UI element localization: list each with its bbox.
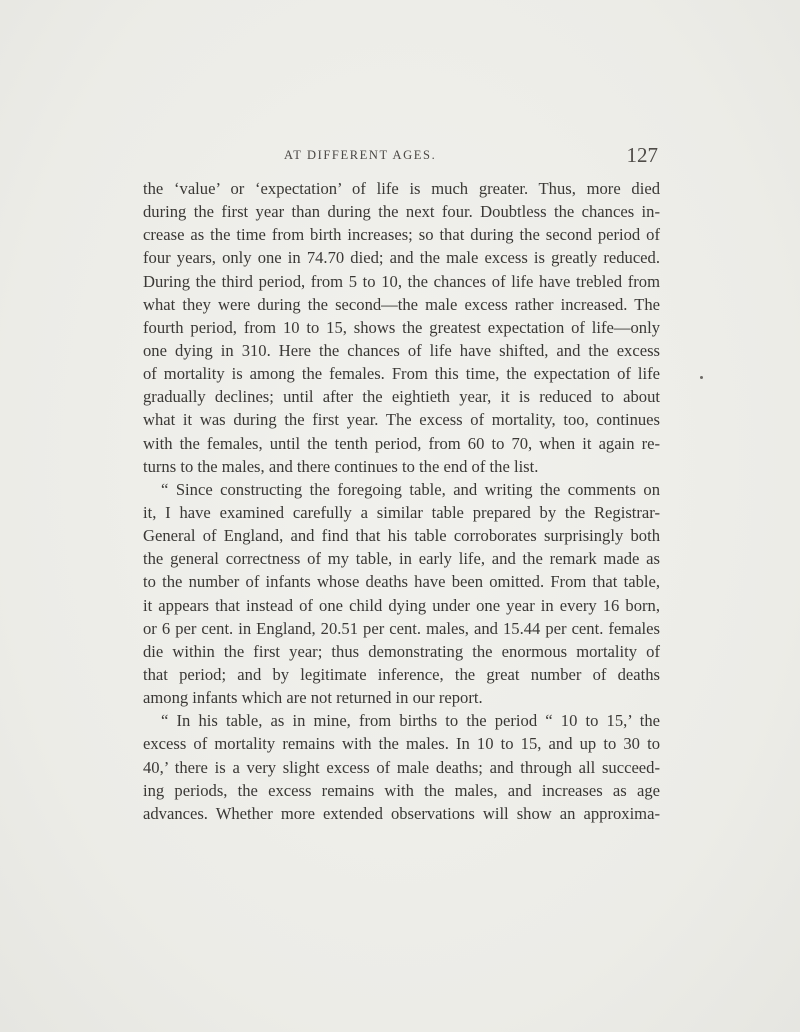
text-line: crease as the time from birth increases; so that during the second period of bbox=[143, 225, 660, 245]
text-line: advances. Whether more extended observations will show an approxima- bbox=[143, 803, 660, 823]
text-line: General of England, and find that his table corroborates surprisingly both bbox=[143, 526, 660, 546]
text-line: or 6 per cent. in England, 20.51 per cent. males, and 15.44 per cent. females bbox=[143, 618, 660, 638]
text-line: with the females, until the tenth period, from 60 to 70, when it again re- bbox=[143, 433, 660, 453]
running-title: AT DIFFERENT AGES. bbox=[284, 148, 437, 162]
text-line: 40,’ there is a very slight excess of male deaths; and through all succeed- bbox=[143, 757, 660, 777]
text-line: what it was during the first year. The excess of mortality, too, continues bbox=[143, 410, 660, 430]
text-line: that period; and by legitimate inference, the great number of deaths bbox=[143, 664, 660, 684]
text-line: to the number of infants whose deaths have been omitted. From that table, bbox=[143, 572, 660, 592]
text-line: of mortality is among the females. From this time, the expectation of life bbox=[143, 364, 660, 384]
text-line: excess of mortality remains with the males. In 10 to 15, and up to 30 to bbox=[143, 734, 660, 754]
text-line: fourth period, from 10 to 15, shows the greatest expectation of life—only bbox=[143, 317, 660, 337]
text-line: gradually declines; until after the eightieth year, it is reduced to about bbox=[143, 387, 660, 407]
page-number: 127 bbox=[626, 143, 658, 167]
text-line: die within the first year; thus demonstrating the enormous mortality of bbox=[143, 641, 660, 661]
text-line: one dying in 310. Here the chances of life have shifted, and the excess bbox=[143, 340, 660, 360]
text-line: During the third period, from 5 to 10, the chances of life have trebled from bbox=[143, 271, 660, 291]
text-line: during the first year than during the next four. Doubtless the chances in- bbox=[143, 202, 660, 222]
text-line: “ In his table, as in mine, from births to the period “ 10 to 15,’ the bbox=[161, 711, 660, 731]
body-text bbox=[143, 177, 660, 825]
paper-speck bbox=[700, 376, 703, 379]
text-line: among infants which are not returned in our report. bbox=[143, 688, 483, 708]
text-line: the general correctness of my table, in early life, and the remark made as bbox=[143, 549, 660, 569]
text-line: the ‘value’ or ‘expectation’ of life is much greater. Thus, more died bbox=[143, 179, 660, 198]
running-head bbox=[140, 143, 658, 173]
text-line: what they were during the second—the male excess rather increased. The bbox=[143, 294, 660, 314]
text-line: it, I have examined carefully a similar table prepared by the Registrar- bbox=[143, 502, 660, 522]
text-line: four years, only one in 74.70 died; and the male excess is greatly reduced. bbox=[143, 248, 660, 268]
text-line: ing periods, the excess remains with the males, and increases as age bbox=[143, 780, 660, 800]
text-line: it appears that instead of one child dying under one year in every 16 born, bbox=[143, 595, 660, 615]
text-line: turns to the males, and there continues to the end of the list. bbox=[143, 456, 539, 476]
text-line: “ Since constructing the foregoing table, and writing the comments on bbox=[161, 479, 660, 499]
